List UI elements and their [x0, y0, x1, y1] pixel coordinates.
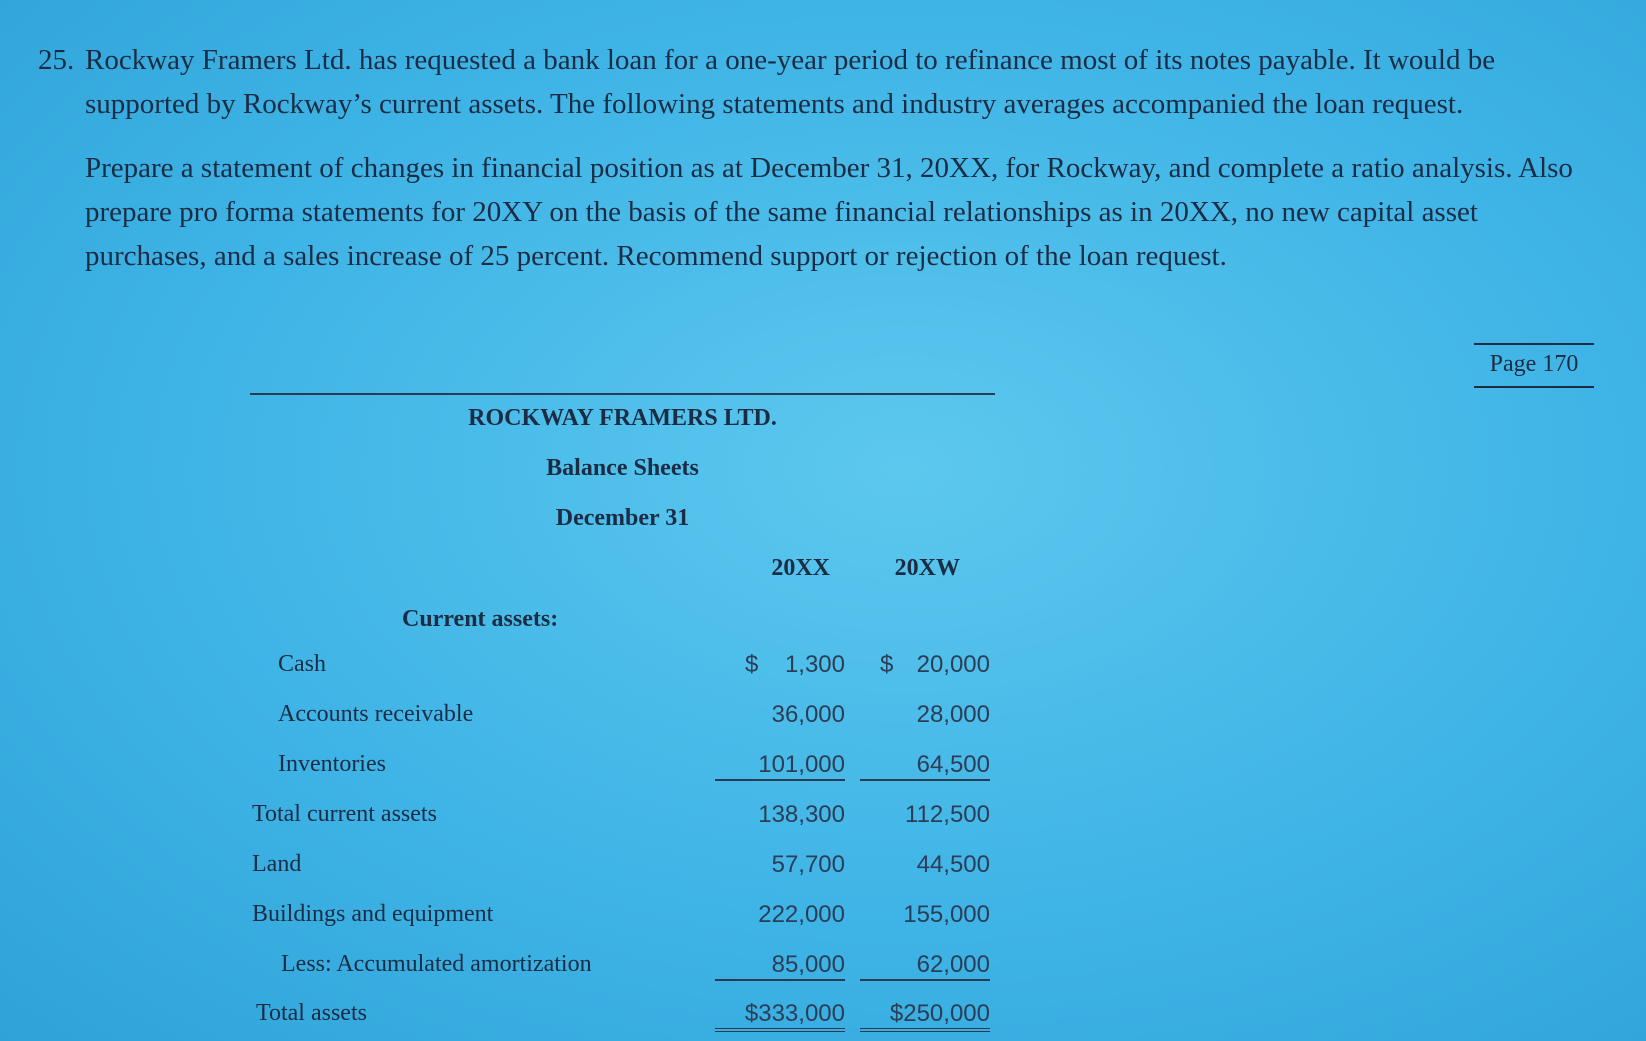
- value-20xx: $ 1,300: [715, 651, 845, 679]
- column-header-20xw: 20XW: [894, 555, 960, 581]
- problem-paragraph-2: Prepare a statement of changes in financial position as at December 31, 20XX, for Rockway, and complete a ratio analysis. Also prepare pro forma statements for 20XY on the basis of the same financial relationships as in 20XX, no new capital asset purchases, and a sales increase of 25 percent. Recommend support or rejection of the loan request.: [85, 152, 1573, 272]
- row-label: Inventories: [278, 751, 718, 778]
- table-row: [0, 951, 1646, 985]
- value-20xx: 85,000: [715, 951, 845, 981]
- statement-top-rule: [250, 393, 995, 395]
- value-20xx: $333,000: [715, 1000, 845, 1032]
- problem-paragraph-1: Rockway Framers Ltd. has requested a bank loan for a one-year period to refinance most of its notes payable. It would be supported by Rockway’s current assets. The following statements and industry averages accompanied the loan request.: [85, 44, 1496, 120]
- row-label: Less: Accumulated amortization: [281, 951, 681, 978]
- value-20xx: 57,700: [771, 851, 845, 878]
- value-20xw: 28,000: [916, 701, 990, 728]
- value-20xw: $ 20,000: [860, 651, 990, 679]
- table-row: [0, 701, 1646, 735]
- row-label: Cash: [278, 651, 723, 678]
- value-20xw: $250,000: [860, 1000, 990, 1032]
- table-row: [0, 851, 1646, 885]
- row-label: Total current assets: [252, 801, 695, 828]
- statement-title: Balance Sheets: [546, 455, 699, 481]
- section-current-assets: Current assets:: [402, 606, 559, 632]
- value-20xw: 112,500: [905, 801, 990, 828]
- table-row: [0, 1000, 1646, 1034]
- problem-text: [38, 38, 1598, 278]
- row-label: Land: [252, 851, 730, 878]
- value-20xx: 36,000: [771, 701, 845, 728]
- value-20xw: 62,000: [860, 951, 990, 981]
- currency-symbol: $: [880, 651, 894, 678]
- row-label: Buildings and equipment: [252, 901, 692, 928]
- table-row: [0, 751, 1646, 785]
- row-label: Accounts receivable: [278, 701, 693, 728]
- company-name: ROCKWAY FRAMERS LTD.: [468, 405, 777, 431]
- value-20xw: 44,500: [916, 851, 990, 878]
- row-label: Total assets: [256, 1000, 721, 1027]
- page-number-tag: Page 170: [1474, 343, 1594, 388]
- currency-symbol: $: [745, 651, 759, 678]
- table-row: [0, 901, 1646, 935]
- column-header-20xx: 20XX: [771, 555, 830, 581]
- value-20xw: 155,000: [903, 901, 990, 928]
- value-20xw: 64,500: [860, 751, 990, 781]
- table-row: [0, 651, 1646, 685]
- value-20xx: 101,000: [715, 751, 845, 781]
- value-20xx: 222,000: [758, 901, 845, 928]
- value-20xx: 138,300: [758, 801, 845, 828]
- statement-date: December 31: [555, 505, 690, 531]
- table-row: [0, 801, 1646, 835]
- problem-number: 25.: [38, 44, 75, 76]
